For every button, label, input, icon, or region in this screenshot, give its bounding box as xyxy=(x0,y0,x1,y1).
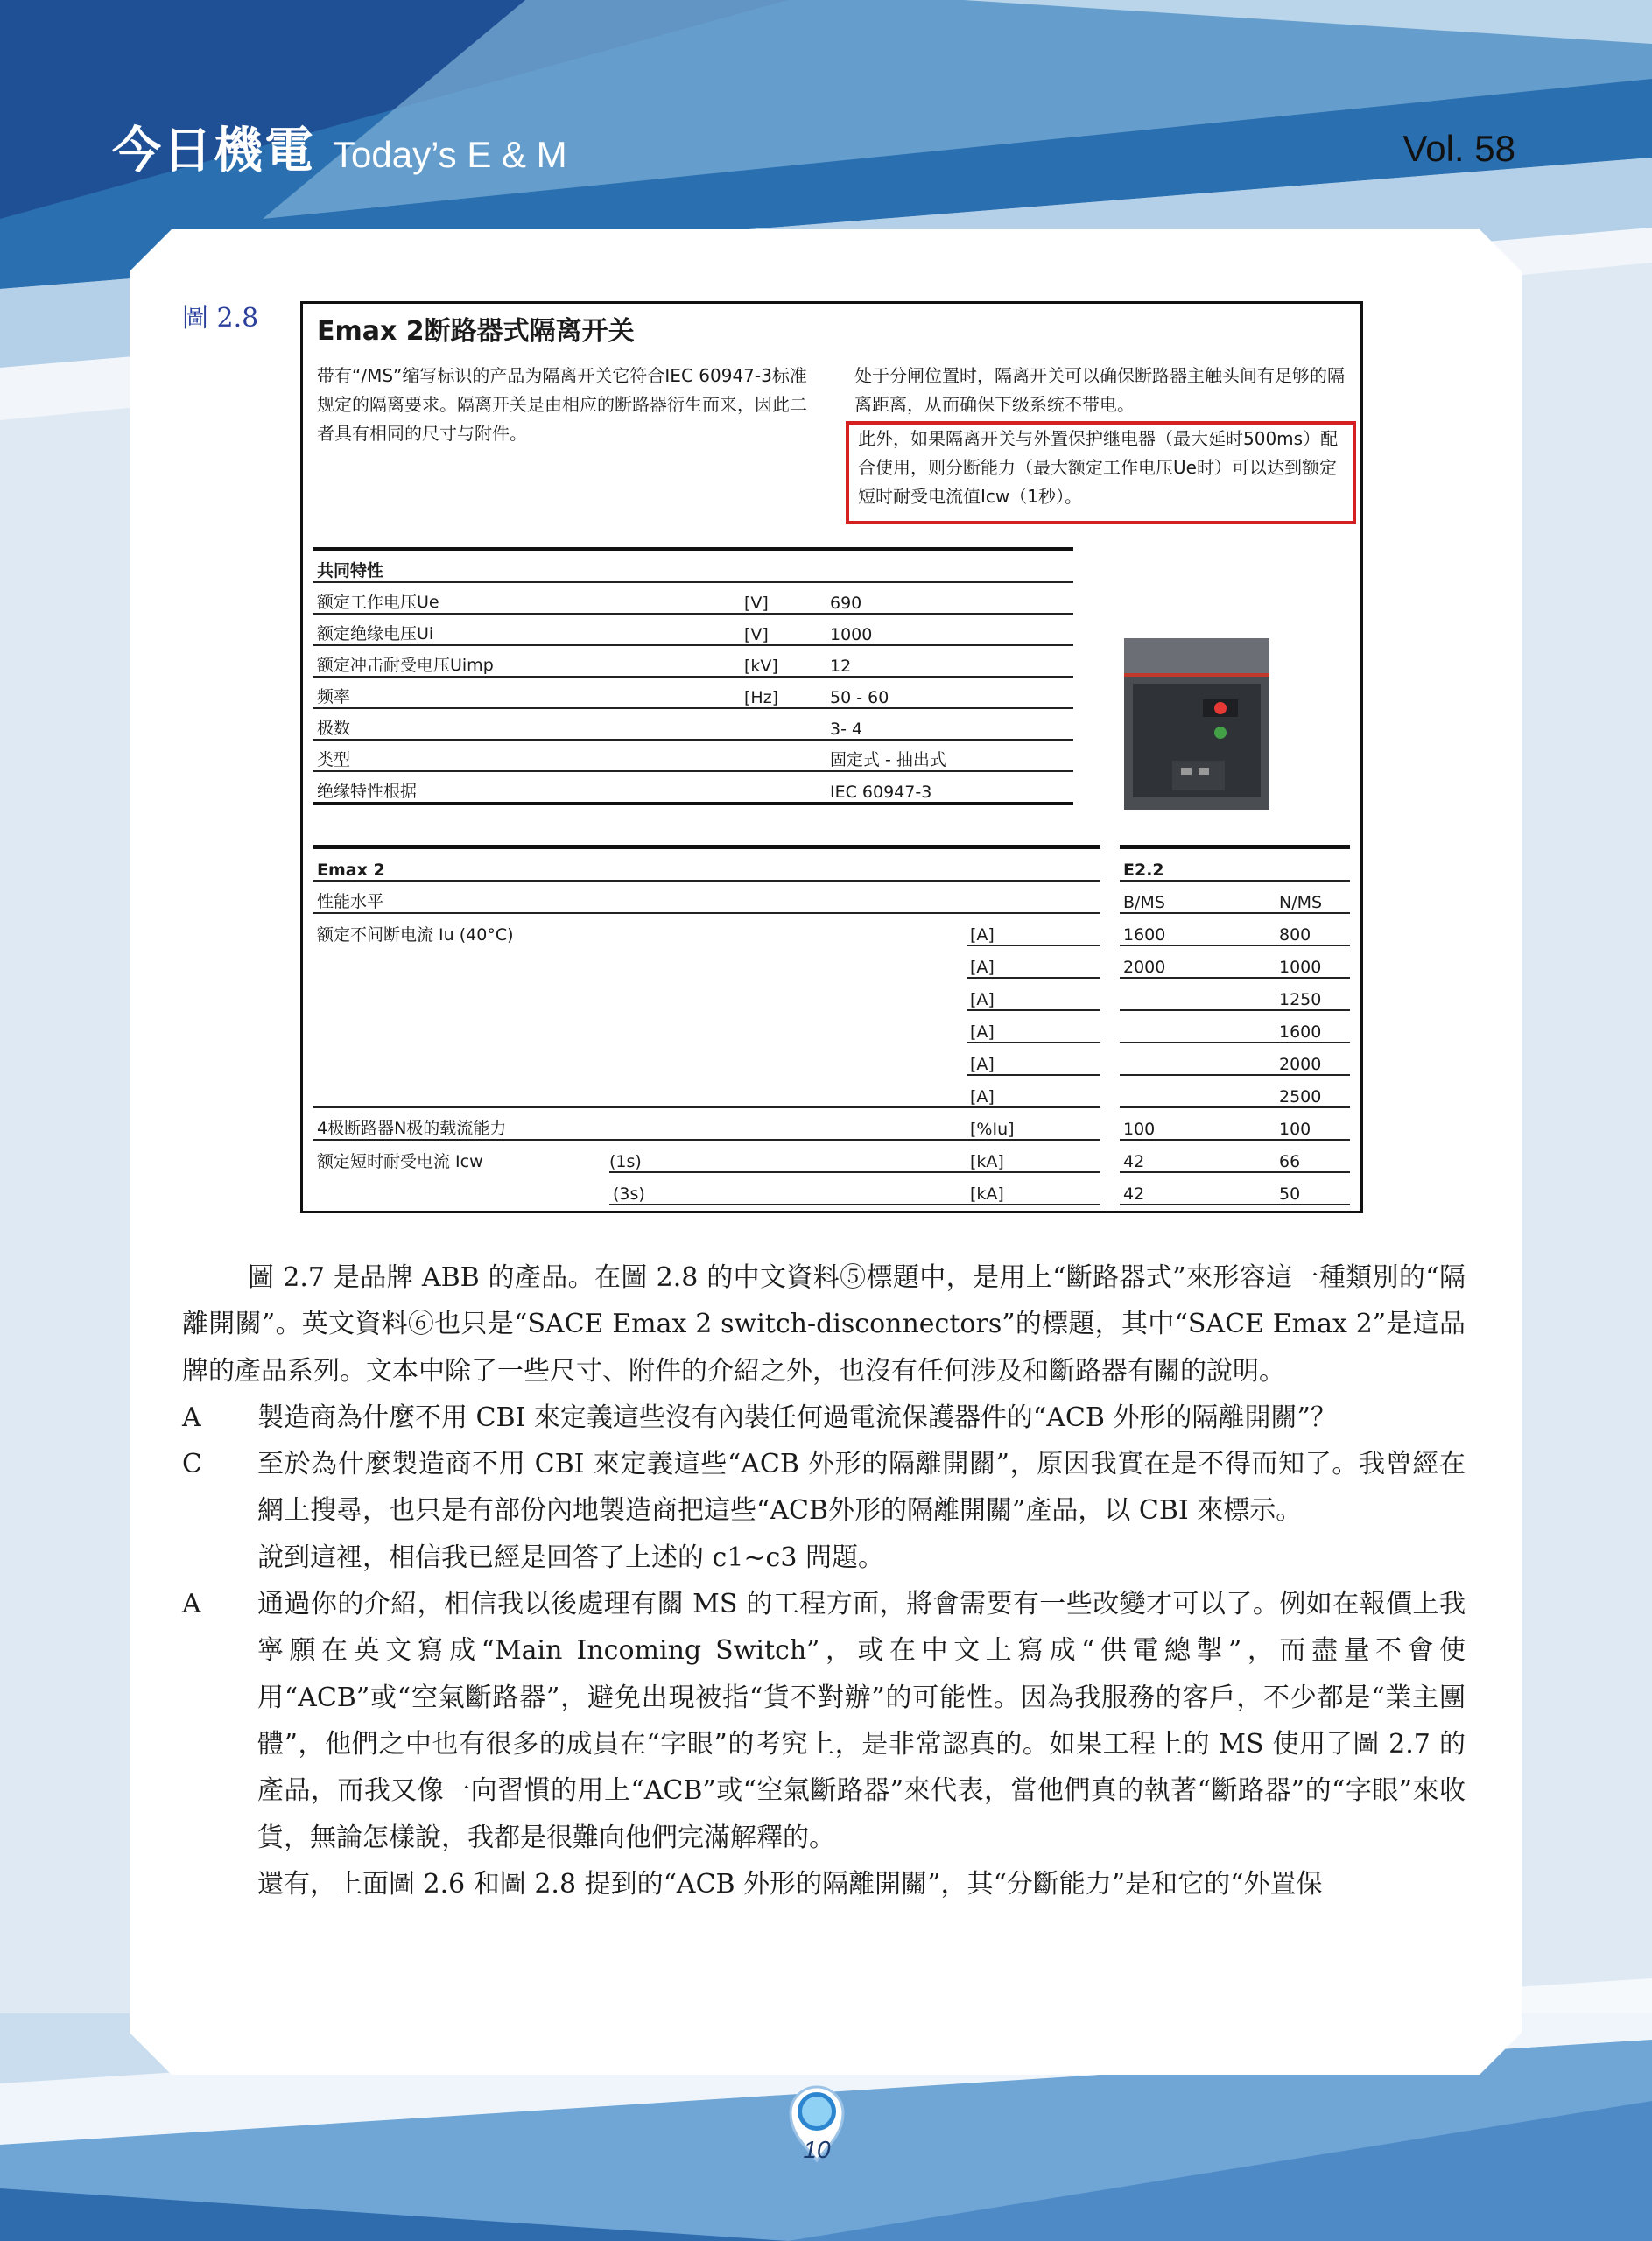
perf-v1: 42 xyxy=(1120,1140,1276,1172)
table-row xyxy=(313,1172,1350,1205)
figure-intro-left: 带有“/MS”缩写标识的产品为隔离开关它符合IEC 60947-3标准规定的隔离要求。隔离开关是由相应的断路器衍生而来，因此二者具有相同的尺寸与附件。 xyxy=(317,365,807,444)
spec-table-header xyxy=(313,550,1073,583)
perf-name xyxy=(313,1075,609,1107)
spec-unit xyxy=(741,708,826,740)
perf-v2: 66 xyxy=(1276,1140,1350,1172)
spec-unit xyxy=(741,740,826,771)
qa-item xyxy=(182,1441,1466,1535)
spec-name: 极数 xyxy=(313,708,741,740)
logo-chinese: 今日機電 xyxy=(112,123,315,179)
perf-sub: (1s) xyxy=(609,1140,967,1172)
perf-unit: [%Iu] xyxy=(967,1107,1100,1140)
perf-v1: 2000 xyxy=(1120,945,1276,978)
spec-value: 固定式 - 抽出式 xyxy=(826,740,1073,771)
speaker-label: A xyxy=(182,1402,201,1433)
spec-value: 690 xyxy=(826,582,1073,614)
perf-unit: [A] xyxy=(967,978,1100,1010)
perf-v1 xyxy=(1120,1075,1276,1107)
spec-value: IEC 60947-3 xyxy=(826,771,1073,804)
perf-sub xyxy=(609,1075,967,1107)
perf-unit: [kA] xyxy=(967,1140,1100,1172)
spec-name: 额定冲击耐受电压Uimp xyxy=(313,645,741,677)
perf-v2: 1600 xyxy=(1276,1010,1350,1043)
spec-unit: [kV] xyxy=(741,645,826,677)
spec-header-label: 共同特性 xyxy=(313,550,1073,583)
highlighted-text: 此外，如果隔离开关与外置保护继电器（最大延时500ms）配合使用，则分断能力（最大额定工作电压Ue时）可以达到额定短时耐受电流值Icw（1秒）。 xyxy=(858,428,1339,507)
perf-name xyxy=(313,1043,609,1075)
table-row xyxy=(313,677,1073,708)
perf-name: 4极断路器N极的载流能力 xyxy=(313,1107,609,1140)
perf-unit: [A] xyxy=(967,945,1100,978)
article-body xyxy=(182,1254,1466,1907)
perf-name: 额定短时耐受电流 Icw xyxy=(317,1152,483,1171)
table-row xyxy=(313,1140,1350,1172)
spec-value: 1000 xyxy=(826,614,1073,645)
spec-name: 额定工作电压Ue xyxy=(313,582,741,614)
perf-unit: [A] xyxy=(967,1043,1100,1075)
perf-header-row xyxy=(313,847,1350,882)
perf-sub xyxy=(609,978,967,1010)
qa-text: 通過你的介紹，相信我以後處理有關 MS 的工程方面，將會需要有一些改變才可以了。例如在報價上我寧願在英文寫成“Main Incoming Switch”，或在中文上寫成“供電總掣”，而盡量不會使用“ACB”或“空氣斷路器”，避免出現被指“貨不對辦”的可能性。因為我服務的客戶，不少都是“業主團體”，他們之中也有很多的成員在“字眼”的考究上，是非常認真的。如果工程上的 MS 使用了圖 2.7 的產品，而我又像一向習慣的用上“ACB”或“空氣斷路器”來代表，當他們真的執著“斷路器”的“字眼”來收貨，無論怎樣說，我都是很難向他們完滿解釋的。 xyxy=(257,1589,1466,1853)
perf-unit: [kA] xyxy=(967,1172,1100,1205)
perf-sub xyxy=(609,1010,967,1043)
table-row xyxy=(313,771,1073,804)
spec-unit: [V] xyxy=(741,582,826,614)
figure-label: 圖 2.8 xyxy=(182,303,259,334)
spec-name: 类型 xyxy=(313,740,741,771)
perf-v2: 100 xyxy=(1276,1107,1350,1140)
spec-name: 额定绝缘电压Ui xyxy=(313,614,741,645)
perf-unit: [A] xyxy=(967,1010,1100,1043)
table-row xyxy=(313,708,1073,740)
paragraph: 圖 2.7 是品牌 ABB 的產品。在圖 2.8 的中文資料⑤標題中，是用上“斷路器式”來形容這一種類別的“隔離開關”。英文資料⑥也只是“SACE Emax 2 switch-disconnectors”的標題，其中“SACE Emax 2”是這品牌的產品系列。文本中除了一些尺寸、附件的介紹之外，也沒有任何涉及和斷路器有關的說明。 xyxy=(182,1262,1466,1387)
perf-name: 额定不间断电流 Iu (40°C) xyxy=(317,925,514,945)
figure-intro-right: 处于分闸位置时，隔离开关可以确保断路器主触头间有足够的隔离距离，从而确保下级系统不带电。 xyxy=(854,365,1345,415)
perf-v2: 50 xyxy=(1276,1172,1350,1205)
perf-sub xyxy=(609,945,967,978)
qa-text: 至於為什麼製造商不用 CBI 來定義這些“ACB 外形的隔離開關”，原因我實在是不得而知了。我曾經在網上搜尋，也只是有部份內地製造商把這些“ACB外形的隔離開關”產品，以 CBI 來標示。 xyxy=(257,1449,1466,1527)
perf-col1-header: B/MS xyxy=(1120,881,1276,913)
table-row xyxy=(313,582,1073,614)
volume-number: Vol. 58 xyxy=(1402,128,1515,169)
perf-sub xyxy=(609,1107,967,1140)
page-number: 10 xyxy=(803,2136,831,2163)
table-row xyxy=(313,645,1073,677)
perf-v1: 100 xyxy=(1120,1107,1276,1140)
perf-col2-header: N/MS xyxy=(1276,881,1350,913)
perf-level-label: 性能水平 xyxy=(313,881,1100,913)
perf-v1 xyxy=(1120,1043,1276,1075)
perf-v1: 1600 xyxy=(1120,913,1276,945)
perf-name xyxy=(313,945,609,978)
spec-unit xyxy=(741,771,826,804)
table-row xyxy=(313,1107,1350,1140)
spec-value: 12 xyxy=(826,645,1073,677)
highlight-box xyxy=(846,421,1356,524)
perf-title: Emax 2 xyxy=(313,847,609,882)
perf-unit: [A] xyxy=(967,913,1100,945)
perf-v2: 2500 xyxy=(1276,1075,1350,1107)
qa-item xyxy=(182,1581,1466,1861)
table-row xyxy=(313,945,1350,978)
table-row xyxy=(313,913,1350,945)
speaker-label: C xyxy=(182,1449,202,1480)
table-row xyxy=(313,978,1350,1010)
perf-v1 xyxy=(1120,1010,1276,1043)
logo-english: Today’s E & M xyxy=(333,134,567,175)
spec-value: 3- 4 xyxy=(826,708,1073,740)
perf-name xyxy=(313,978,609,1010)
speaker-label: A xyxy=(182,1589,201,1620)
qa-continuation: 說到這裡，相信我已經是回答了上述的 c1~c3 問題。 xyxy=(257,1542,884,1573)
performance-table xyxy=(313,845,1350,1205)
spec-name: 绝缘特性根据 xyxy=(313,771,741,804)
perf-sub: (3s) xyxy=(609,1172,967,1205)
qa-text: 製造商為什麼不用 CBI 來定義這些沒有內裝任何過電流保護器件的“ACB 外形的隔離開關”？ xyxy=(257,1402,1337,1433)
spec-value: 50 - 60 xyxy=(826,677,1073,708)
table-row xyxy=(313,1010,1350,1043)
perf-name xyxy=(313,1010,609,1043)
table-row xyxy=(313,740,1073,771)
perf-sub xyxy=(609,913,967,945)
table-row xyxy=(313,1043,1350,1075)
perf-model: E2.2 xyxy=(1120,847,1350,882)
perf-v2: 1250 xyxy=(1276,978,1350,1010)
magazine-logo xyxy=(112,112,567,182)
spec-unit: [V] xyxy=(741,614,826,645)
perf-v1: 42 xyxy=(1120,1172,1276,1205)
figure-title: Emax 2断路器式隔离开关 xyxy=(317,316,635,347)
perf-name xyxy=(313,1172,609,1205)
spec-name: 频率 xyxy=(313,677,741,708)
qa-continuation: 還有，上面圖 2.6 和圖 2.8 提到的“ACB 外形的隔離開關”，其“分斷能力”是和它的“外置保 xyxy=(257,1868,1323,1900)
perf-v2: 1000 xyxy=(1276,945,1350,978)
perf-v1 xyxy=(1120,978,1276,1010)
table-row xyxy=(313,614,1073,645)
perf-level-row xyxy=(313,881,1350,913)
breaker-photo xyxy=(1124,638,1269,810)
perf-v2: 2000 xyxy=(1276,1043,1350,1075)
perf-v2: 800 xyxy=(1276,913,1350,945)
table-row xyxy=(313,1075,1350,1107)
figure-2-8 xyxy=(300,301,1363,1213)
qa-item xyxy=(182,1394,1466,1441)
common-spec-table xyxy=(313,547,1073,805)
spec-unit: [Hz] xyxy=(741,677,826,708)
perf-sub xyxy=(609,1043,967,1075)
perf-unit: [A] xyxy=(967,1075,1100,1107)
